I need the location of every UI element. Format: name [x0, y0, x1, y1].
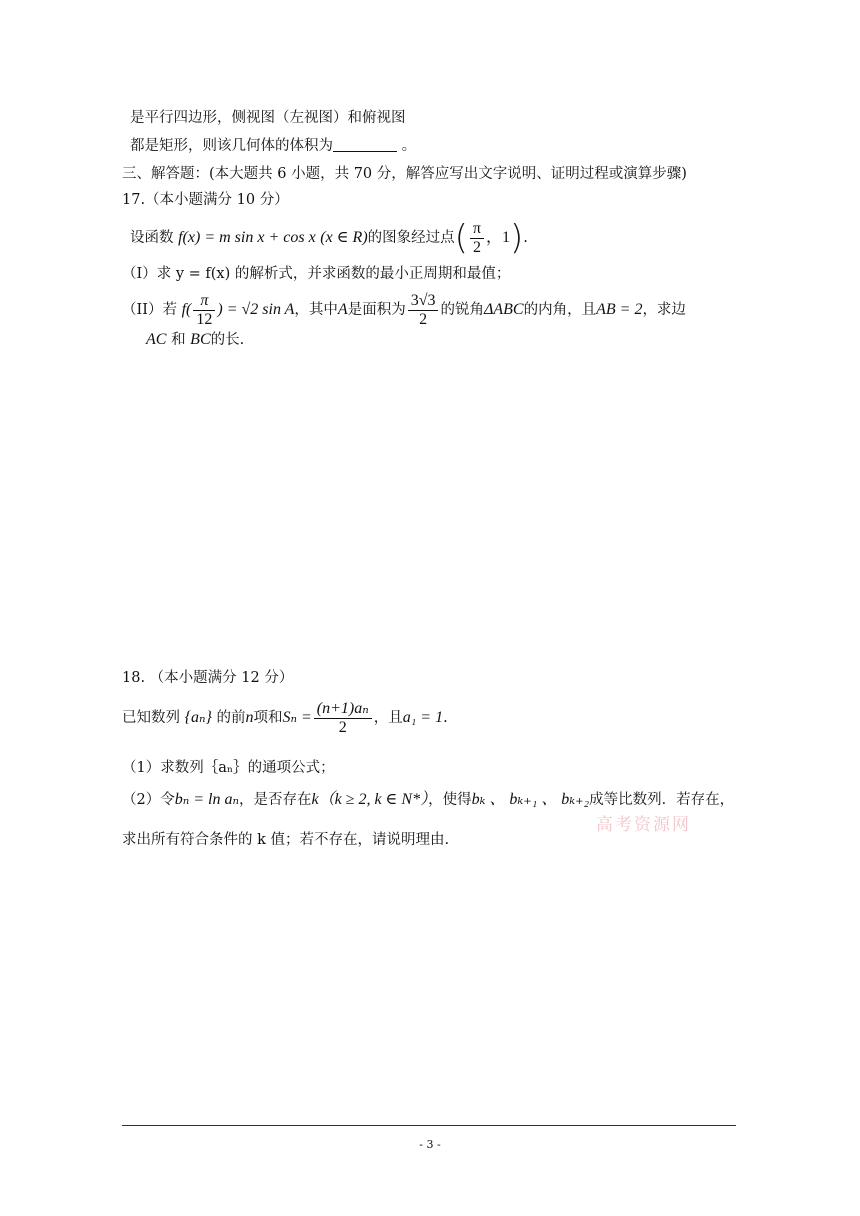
q18-sequence: {aₙ}: [184, 709, 212, 726]
area-den: 2: [419, 310, 428, 328]
continuation-line-1: 是平行四边形，侧视图（左视图）和俯视图: [130, 110, 406, 126]
q17-angle-A: A: [337, 301, 348, 318]
q17-part2-b: ，其中: [294, 302, 338, 318]
right-paren: ): [510, 218, 524, 258]
q18-stem-e: .: [443, 710, 448, 726]
sum-num: (n+1)aₙ: [314, 700, 372, 719]
sum-den: 2: [338, 718, 347, 736]
q17-part2: [122, 290, 686, 330]
q17-side-ac: AC: [146, 331, 167, 348]
q18-k: k: [311, 791, 319, 808]
q17-and: 和: [171, 332, 186, 348]
q18-sum-fraction: [314, 700, 372, 737]
q17-part2-a: （II）若: [122, 302, 177, 318]
q18-k-condition: （k ≥ 2, k ∈ N*）: [318, 791, 429, 808]
two-denominator: 2: [472, 238, 481, 256]
section-3-heading: 三、解答题：(本大题共 6 小题，共 70 分，解答应写出文字说明、证明过程或演算步骤): [122, 166, 687, 182]
q17-part2-c: 是面积为: [347, 302, 406, 318]
q17-part2-f2: ，求边: [642, 302, 686, 318]
q17-stem-mid: 的图象经过点: [367, 230, 455, 246]
q18-stem-b: 的前: [216, 710, 246, 726]
q18-stem-d: ，且: [373, 710, 403, 726]
q17-stem-end: .: [523, 230, 528, 246]
q18-part1: （1）求数列｛aₙ｝的通项公式；: [122, 760, 335, 776]
q17-part1: （I）求 y = f(x) 的解析式，并求函数的最小正周期和最值；: [122, 266, 511, 282]
pi-num: π: [193, 292, 215, 311]
q18-part2-a: （2）令: [122, 792, 175, 808]
q17-part2-line2: [146, 330, 244, 350]
continuation-line-2: [130, 136, 416, 156]
left-paren: (: [454, 218, 468, 258]
page-number: - 3 -: [419, 1138, 441, 1151]
q17-area-fraction: [408, 292, 439, 329]
q18-a1: a₁ = 1: [402, 709, 444, 726]
q18-part2-line2: 求出所有符合条件的 k 值；若不存在，请说明理由.: [122, 832, 450, 848]
q17-part2-f: f(: [181, 301, 192, 318]
q18-part2-d: 成等比数列．若存在，: [589, 792, 735, 808]
q18-stem-a: 已知数列: [122, 710, 180, 726]
twelve-den: 12: [196, 310, 213, 328]
q17-part2-e: 的内角，且: [523, 302, 597, 318]
answer-blank[interactable]: [333, 137, 397, 152]
q18-bk-terms: bₖ 、 bₖ₊₁ 、 bₖ₊₂: [471, 791, 590, 808]
q17-domain: (x ∈ R): [320, 229, 368, 246]
q18-bn-def: bₙ = ln aₙ: [174, 791, 239, 808]
q17-pi-over-12: [193, 292, 215, 329]
q18-part2: [122, 790, 734, 810]
continuation-text: 都是矩形，则该几何体的体积为: [130, 138, 333, 154]
q17-triangle: ΔABC: [483, 301, 524, 318]
q17-stem-prefix: 设函数: [130, 230, 174, 246]
q17-point-y: ，1: [486, 229, 511, 246]
q18-part2-b: ，是否存在: [238, 792, 312, 808]
q17-side-bc: BC: [190, 331, 211, 348]
q18-part2-c: ，使得: [428, 792, 472, 808]
q17-part2-equation: ) = √2 sin A: [217, 301, 295, 318]
q18-stem: [122, 698, 448, 738]
q17-end: 的长.: [210, 332, 245, 348]
continuation-end: 。: [401, 138, 417, 154]
watermark-logo: 高考资源网: [596, 815, 691, 835]
q17-stem: [130, 218, 528, 258]
pi-numerator: π: [470, 220, 484, 239]
q18-n: n: [245, 709, 254, 726]
q17-ab-value: AB = 2: [596, 301, 643, 318]
q17-point-x: [470, 220, 484, 257]
footer-divider: [122, 1125, 736, 1126]
q17-function-expr: f(x) = m sin x + cos x: [178, 229, 316, 246]
q18-stem-c: 项和: [253, 710, 283, 726]
q17-header: 17.（本小题满分 10 分）: [122, 192, 289, 208]
q18-header: 18. （本小题满分 12 分）: [122, 670, 294, 686]
q17-part2-d: 的锐角: [440, 302, 484, 318]
area-num: 3√3: [408, 292, 439, 311]
q18-Sn: Sₙ =: [282, 709, 312, 726]
